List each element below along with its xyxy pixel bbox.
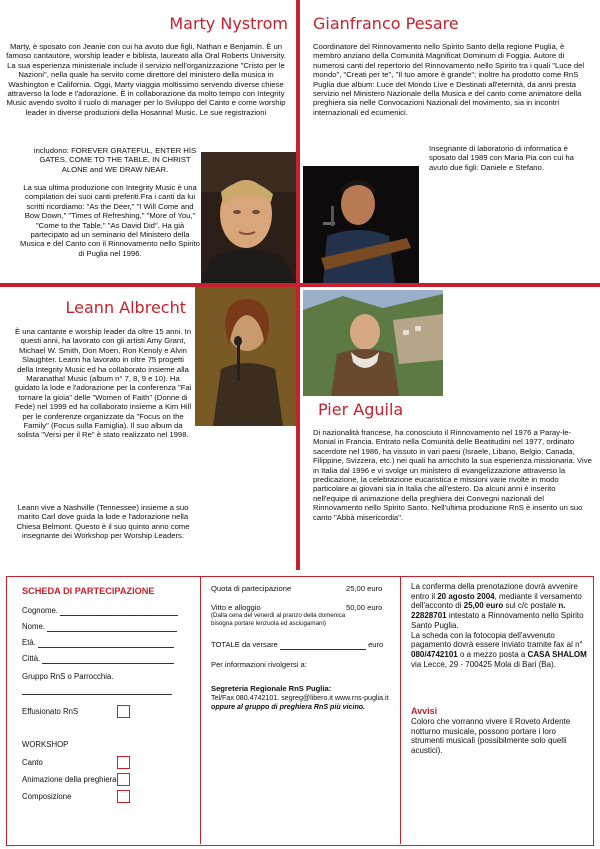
citta-field[interactable]	[42, 655, 174, 664]
conferma-cc: n. 22828701	[411, 601, 566, 621]
effusionato-checkbox[interactable]	[117, 705, 130, 718]
effusionato-label: Effusionato RnS	[22, 707, 79, 716]
contacts-text: Tel/Fax 080.4742101. segreg@libero.it www.rns-puglia.it	[211, 694, 389, 702]
leann-photo	[195, 287, 296, 426]
conferma-t2: , mediante il versamento dell'acconto di	[411, 591, 582, 611]
cognome-row	[22, 606, 192, 616]
form-divider-left	[200, 576, 201, 844]
vitto-value: 50,00 euro	[346, 603, 383, 612]
pier-portrait-image	[303, 290, 443, 396]
leann-name: Leann Albrecht	[65, 298, 186, 317]
pier-bio: Di nazionalità francese, ha conosciuto il Rinnovamento nel 1976 a Paray-le-Monial in Francia. Entrato nella Comunità delle Beatitudini nel 1977, ordinato sacerdote nel 1986, ha vissuto in vari paesi (Israele, Libano, Belgio, Canada, Filippine, Svizzera, etc.) nei quali ha arricchito la sua esperienza missionaria. Vive in Italia dal 1996 e vi svolge un ministero di evangelizzazione attraverso la predicazione, la celebrazione eucaristica e missioni varie rivolte in modo particolare ai giovani sia in Italia che all'estero. Da alcuni anni è inserito nell'equipe di animazione della preghiera dei Convegni nazionali del Rinnovamento nello Spirito Santo. Nell'ultima produzione RnS è inserito un suo canto "Abbà misericordia".	[313, 428, 592, 522]
gianfranco-name: Gianfranco Pesare	[313, 14, 459, 33]
avvisi-text: Coloro che vorranno vivere il Roveto Ardente notturno musicale, possono portare i loro strumenti musicali (possibilmente solo quelli acustici).	[411, 717, 571, 756]
conferma-fax: 080/4742101	[411, 649, 458, 659]
citta-label: Città.	[22, 654, 41, 663]
quota-label: Quota di partecipazione	[211, 584, 292, 593]
avvisi-title: Avvisi	[411, 706, 438, 716]
gruppo-field[interactable]	[22, 686, 172, 695]
conferma-t7: via Lecce, 29 - 700425 Mola di Bari (Ba).	[411, 659, 556, 669]
conferma-t5: La scheda con la fotocopia dell'avvenuto pagamento dovrà essere inviato tramite fax al n°	[411, 630, 583, 650]
pier-photo	[303, 290, 443, 396]
conferma-text	[411, 582, 587, 669]
conferma-t4: intestato a Rinnovamento nello Spirito Santo Puglia.	[411, 611, 584, 630]
composizione-label: Composizione	[22, 792, 72, 801]
conferma-t3: sul c/c postale	[503, 601, 559, 611]
leann-bio-2: Leann vive a Nashville (Tennessee) insieme a suo marito Carl dove guida la lode e l'adorazione nella Chiesa Belmont. Questo è il suo quinto anno come insegnante dei Workshop per Worship Leaders.	[16, 503, 190, 541]
horizontal-divider	[0, 283, 600, 287]
workshop-label: WORKSHOP	[22, 740, 69, 749]
totale-row	[211, 640, 391, 650]
canto-label: Canto	[22, 758, 43, 767]
conferma-t6: o a mezzo posta a	[457, 649, 528, 659]
nome-row	[22, 622, 192, 632]
registration-form	[22, 586, 192, 596]
gianfranco-bio-2: Insegnante di laboratorio di informatica è sposato dal 1989 con Maria Pia con cui ha avuto due figli: Daniele e Stefano.	[429, 144, 574, 172]
form-area	[0, 570, 600, 849]
pier-name: Pier Aguila	[318, 400, 404, 419]
composizione-checkbox[interactable]	[117, 790, 130, 803]
marty-bio-1: Marty, è sposato con Jeanie con cui ha avuto due figli, Nathan e Benjamin. È un famoso cantautore, worship leader e biblista, laureato alla Oral Roberts University. La sua esperienza ministeriale include il servizio nell'organizzazione "Cristo per le Nazioni", nella quale ha servito come direttore del ministero della musica in Washington e California. Oggi, Marty viaggia moltissimo servendo diverse chiese attraverso la lode e l'adorazione. È in collaborazione da molto tempo con Integrity Music avendo svolto il ruolo di manager per lo Sviluppo del Canto e come worship leader in diverse produzioni della Hosanna! Music. Le sue registrazioni	[6, 42, 286, 117]
totale-label: TOTALE da versare	[211, 640, 278, 649]
vitto-note: (Dalla cena del venerdì al pranzo della domenica bisogna portare lenzuola ed asciugamani)	[211, 612, 346, 627]
form-title: SCHEDA DI PARTECIPAZIONE	[22, 586, 155, 596]
gianfranco-portrait-image	[303, 166, 419, 283]
info-label: Per informazioni rivolgersi a:	[211, 660, 307, 669]
gruppo-label: Gruppo RnS o Parrocchia.	[22, 672, 114, 681]
quota-value: 25,00 euro	[346, 584, 383, 593]
canto-checkbox[interactable]	[117, 756, 130, 769]
vitto-label: Vitto e alloggio	[211, 603, 261, 612]
marty-bio-2: includono: FOREVER GRATEFUL, ENTER HIS GATES, COME TO THE TABLE, IN CHRIST ALONE and WE DRAW NEAR.	[33, 146, 197, 174]
eta-row	[22, 638, 192, 648]
cognome-field[interactable]	[60, 607, 178, 616]
eta-label: Età.	[22, 638, 36, 647]
animazione-label: Animazione della preghiera	[22, 775, 117, 784]
totale-field[interactable]	[280, 641, 366, 650]
nome-label: Nome.	[22, 622, 45, 631]
conferma-address: CASA SHALOM	[527, 649, 587, 659]
cognome-label: Cognome.	[22, 606, 58, 615]
gianfranco-bio-1: Coordinatore del Rinnovamento nello Spirito Santo della regione Puglia, è membro anziano della Comunità Magnificat Dominum di Foggia. Autore di numerosi canti del repertorio del Rinnovamento nello Spirito tra i quali "Luce del mondo", "Creati per te", "Il tuo amore è grande"; inoltre ha prodotto come RnS Puglia due album: Luce del Mondo Live e Destinati all'eternità, da anni presta servizio nel Ministero Nazionale della Musica e del canto come animatore della preghiera sia nelle Convocazioni Nazionali del movimento, sia in incontri internazionali ed ecumenici.	[313, 42, 585, 117]
marty-portrait-image	[201, 152, 296, 283]
leann-bio-1: È una cantante e worship leader da oltre 15 anni. In questi anni, ha lavorato con gli artisti Amy Grant, Michael W. Smith, Don Moen, Ron Kenoly e Alvin Slaughter. Leann ha lavorato in oltre 75 progetti della Integrity Music ed ha collaborato insieme alla Maranatha! Music (album n° 7, 8, 9 e 10). Ha guidato la lode e l'adorazione per la conferenza "Fai tornare la gioia" delle "Women of Faith" (Donne di Fede) nel 1999 ed ha collaborato insieme a Kim Hill per le conferenze organizzate da "Focus on the Family" (Focus sulla Famiglia). Il suo album da solista "Versi per il Re" è stato realizzato nel 1998.	[14, 327, 192, 440]
oppure-text: oppure al gruppo di preghiera RnS più vicino.	[211, 703, 366, 711]
marty-photo	[201, 152, 296, 283]
form-divider-right	[400, 576, 401, 844]
gianfranco-photo	[303, 166, 419, 283]
nome-field[interactable]	[47, 623, 177, 632]
citta-row	[22, 654, 192, 664]
totale-unit: euro	[368, 640, 384, 649]
conferma-t1: La conferma della prenotazione dovrà avvenire entro il	[411, 582, 578, 601]
conferma-amount: 25,00 euro	[463, 601, 504, 611]
marty-name: Marty Nystrom	[169, 14, 288, 33]
conferma-date: 20 agosto 2004	[437, 591, 495, 601]
marty-bio-3: La sua ultima produzione con Integrity Music è una compilation dei suoi canti preferiti.Fra i canti da lui scritti ricordiamo: "As the Deer," "I Will Come and Bow Down," "Times of Refreshing," "More of You," "Come to the Table," "As David Did". Ha già partecipato ad un seminario del Ministero della Musica e del Canto con il Rinnovamento nello Spirito di Puglia nel 1996.	[20, 183, 200, 258]
eta-field[interactable]	[38, 639, 174, 648]
leann-portrait-image	[195, 287, 296, 426]
animazione-checkbox[interactable]	[117, 773, 130, 786]
segreteria-label: Segreteria Regionale RnS Puglia:	[211, 684, 332, 693]
